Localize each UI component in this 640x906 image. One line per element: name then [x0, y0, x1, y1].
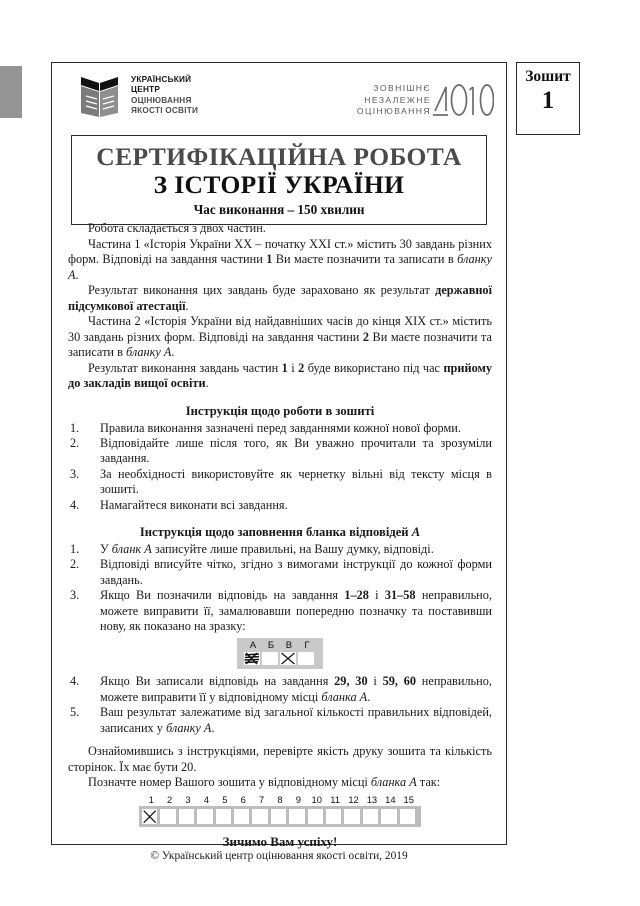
item3-c: і	[368, 588, 385, 603]
strip-cell-empty	[216, 809, 231, 824]
strip-num: 14	[385, 793, 396, 805]
answer-sheet-instruction-list-continued	[68, 674, 492, 736]
list-item	[68, 674, 492, 705]
intro-p2-a: Частина 1 «Історія України ХХ – початку ХХІ ст.» містить 30 завдань різних форм. Відповіді на завдання частини	[68, 236, 492, 266]
closing-p2-a: Позначте номер Вашого зошита у відповідному місці	[88, 775, 371, 789]
copyright-footer: © Український центр оцінювання якості освіти, 2019	[150, 850, 408, 862]
title-line-1: СЕРТИФІКАЦІЙНА РОБОТА	[96, 142, 462, 171]
booklet-number-strip	[139, 794, 421, 827]
left-margin-tab	[0, 66, 22, 118]
intro-p3-a: Результат виконання цих завдань буде зараховано як результат	[88, 283, 436, 297]
item4-range-1: 29, 30	[334, 674, 368, 689]
sample-letter-v: В	[285, 640, 293, 652]
strip-cell-empty	[179, 809, 194, 824]
intro-p5-a: Результат виконання завдань частин	[88, 360, 282, 375]
item1-form-a: бланк А	[111, 541, 152, 556]
list-item-number: 2.	[70, 557, 80, 572]
sample-cell-scribbled	[244, 652, 260, 665]
list-item-number: 3.	[70, 466, 80, 481]
strip-cell-empty	[400, 809, 415, 824]
answer-sheet-instruction-list	[68, 542, 492, 634]
intro-p2-form-a: бланку А	[68, 252, 492, 282]
strip-num: 8	[277, 793, 283, 805]
intro-p2-c: Ви маєте позначити та записати в	[272, 252, 458, 266]
strip-num: 9	[295, 793, 301, 805]
sample-cell-crossed	[280, 652, 296, 665]
list-item-number: 4.	[70, 674, 80, 689]
zno-words	[357, 83, 431, 118]
strip-cell-empty	[289, 809, 304, 824]
booklet-label: Зошит	[525, 68, 571, 85]
exam-title-box	[71, 135, 487, 225]
zno-line-3: ОЦІНЮВАННЯ	[356, 106, 431, 117]
zno-line-1: ЗОВНІШНЄ	[373, 83, 431, 94]
logo-line-1: УКРАЇНСЬКИЙ	[131, 75, 192, 84]
sample-letter-h: Г	[304, 640, 310, 652]
intro-paragraph-3	[68, 283, 492, 314]
intro-p2-e: .	[75, 267, 79, 282]
closing-paragraph-1	[68, 744, 492, 775]
booklet-number: 1	[541, 87, 555, 114]
intro-p4-part-number: 2	[362, 329, 370, 344]
item5-form-a: бланку А	[166, 720, 212, 735]
item1-a: У	[100, 541, 112, 556]
item5-c: .	[211, 720, 215, 735]
booklet-strip-cells	[139, 806, 421, 827]
intro-p2-part-number: 1	[266, 252, 273, 266]
intro-p5-two: 2	[298, 360, 305, 375]
strip-num: 12	[348, 793, 359, 805]
list-item-text: Відповіді вписуйте чітко, згідно з вимогами інструкції до кожної форми завдань.	[100, 557, 492, 587]
intro-p1-text: Робота складається з двох частин.	[88, 221, 266, 235]
sample-letter-b: Б	[267, 640, 275, 652]
sample-answer-box	[237, 638, 323, 669]
list-item-number: 3.	[70, 588, 80, 603]
intro-p4-form-a: бланку А	[125, 345, 172, 359]
strip-cell-empty	[344, 809, 359, 824]
strip-cell-empty	[252, 809, 267, 824]
strip-cell-empty	[234, 809, 249, 824]
closing-p2-c: так:	[416, 775, 441, 789]
strip-cell-empty	[197, 809, 212, 824]
zno-year-2019	[432, 77, 494, 124]
logo-line-4: ЯКОСТІ ОСВІТИ	[131, 105, 199, 115]
workbook-instruction-list	[68, 421, 492, 513]
intro-p4-a: Частина 2 «Історія України від найдавніших часів до кінця ХІХ ст.» містить 30 завдань різних форм. Відповіді на завдання частини	[68, 314, 492, 344]
intro-p5-e: буде використано під час	[304, 360, 444, 375]
item4-a: Якщо Ви записали відповідь на завдання	[100, 674, 335, 689]
logo-line-2: ЦЕНТР	[131, 85, 161, 95]
strip-cell-empty	[308, 809, 323, 824]
item3-a: Якщо Ви позначили відповідь на завдання	[100, 588, 345, 603]
item3-range-1: 1–28	[344, 588, 369, 603]
list-item-text: Відповідайте лише після того, як Ви уважно прочитали та зрозуміли завдання.	[100, 435, 492, 466]
booklet-strip-numbers	[139, 794, 421, 805]
list-item	[68, 498, 492, 513]
open-book-chevron-icon	[77, 73, 124, 119]
list-item-text: Правила виконання зазначені перед завданнями кожної нової форми.	[100, 420, 461, 435]
organization-name	[131, 75, 198, 116]
strip-num: 10	[311, 793, 322, 805]
main-content-frame	[51, 62, 507, 849]
sample-cell-empty	[262, 652, 278, 665]
item4-form-a: бланка А	[321, 689, 368, 704]
item5-a: Ваш результат залежатиме від загальної кількості правильних відповідей, записаних у	[100, 705, 492, 735]
list-item-number: 2.	[70, 435, 80, 450]
intro-p3-c: .	[185, 298, 189, 313]
strip-num: 11	[330, 793, 341, 805]
sample-letter-a: А	[249, 640, 257, 652]
list-item-number: 5.	[70, 705, 80, 720]
list-item-text: За необхідності використовуйте як чернетку вільні від тексту місця в зошиті.	[100, 466, 492, 497]
item4-range-2: 59, 60	[382, 674, 417, 689]
intro-p5-one: 1	[281, 360, 288, 375]
intro-p3-dpa: державної підсумкової атестації	[68, 283, 492, 313]
list-item	[68, 421, 492, 436]
item4-c: і	[367, 674, 383, 689]
intro-p4-e: .	[171, 345, 175, 359]
list-item-number: 4.	[70, 497, 80, 512]
list-item	[68, 557, 492, 588]
strip-cell-marked	[142, 809, 157, 824]
item4-g: .	[367, 689, 371, 704]
item1-c: записуйте лише правильні, на Вашу думку, відповіді.	[151, 541, 434, 556]
item3-range-2: 31–58	[384, 588, 416, 603]
good-luck-message: Зичимо Вам успіху!	[222, 833, 338, 849]
instructions-body	[68, 221, 492, 850]
logo-line-3: ОЦІНЮВАННЯ	[131, 95, 192, 105]
zno-line-2: НЕЗАЛЕЖНЕ	[364, 94, 431, 105]
title-line-2: З ІСТОРІЇ УКРАЇНИ	[153, 170, 405, 199]
sample-answer-illustration	[68, 638, 492, 669]
sample-answer-cells	[244, 652, 316, 665]
section-heading-answer-sheet	[68, 524, 492, 540]
strip-num: 1	[148, 793, 154, 805]
list-item	[68, 588, 492, 634]
intro-p5-c: і	[287, 360, 299, 375]
intro-paragraph-2	[68, 237, 492, 284]
strip-cell-empty	[326, 809, 341, 824]
intro-paragraph-1	[68, 221, 492, 237]
list-item-text: Намагайтеся виконати всі завдання.	[100, 497, 288, 512]
strip-cell-empty	[363, 809, 378, 824]
section-heading-workbook: Інструкція щодо роботи в зошиті	[185, 403, 375, 418]
list-item-number: 1.	[70, 420, 80, 435]
booklet-number-illustration	[68, 794, 492, 827]
sample-cell-empty	[298, 652, 314, 665]
intro-p5-g: .	[205, 376, 209, 390]
list-item	[68, 542, 492, 557]
list-item-number: 1.	[70, 541, 80, 556]
booklet-number-box	[516, 62, 580, 135]
intro-paragraph-5	[68, 361, 492, 392]
strip-num: 4	[203, 793, 210, 805]
list-item	[68, 436, 492, 467]
list-item	[68, 705, 492, 736]
strip-cell-empty	[160, 809, 175, 824]
intro-p4-c: Ви маєте позначити та записати в	[68, 329, 492, 359]
answer-sheet-heading-letter: А	[411, 524, 421, 539]
organization-logo	[77, 73, 198, 119]
item4-e: неправильно, можете виправити її у відповідному місці	[100, 674, 492, 704]
strip-num: 15	[403, 793, 414, 805]
strip-cell-empty	[381, 809, 396, 824]
strip-num: 3	[185, 793, 191, 805]
intro-p5-admission: прийому до закладів вищої освіти	[68, 360, 493, 390]
closing-p2-form-a: бланка А	[370, 775, 417, 789]
exam-duration: Час виконання – 150 хвилин	[193, 202, 365, 217]
strip-num: 7	[258, 793, 265, 805]
list-item	[68, 467, 492, 498]
closing-paragraph-2	[68, 775, 492, 791]
intro-paragraph-4	[68, 314, 492, 361]
closing-p1-text: Ознайомившись з інструкціями, перевірте якість друку зошита та кількість сторінок. Їх має бути 20.	[68, 744, 492, 774]
item3-e: неправильно, можете виправити її, замалювавши попередню позначку та поставивши нову, як показано на зразку:	[100, 588, 492, 633]
answer-sheet-heading-text: Інструкція щодо заповнення бланка відповідей	[139, 524, 412, 539]
header-row	[52, 63, 506, 135]
strip-num: 5	[222, 793, 228, 805]
strip-num: 2	[167, 793, 173, 805]
strip-num: 13	[366, 793, 378, 805]
strip-cell-empty	[271, 809, 286, 824]
zno-badge	[357, 77, 494, 124]
sample-answer-letters	[244, 640, 316, 651]
strip-num: 6	[240, 793, 246, 805]
